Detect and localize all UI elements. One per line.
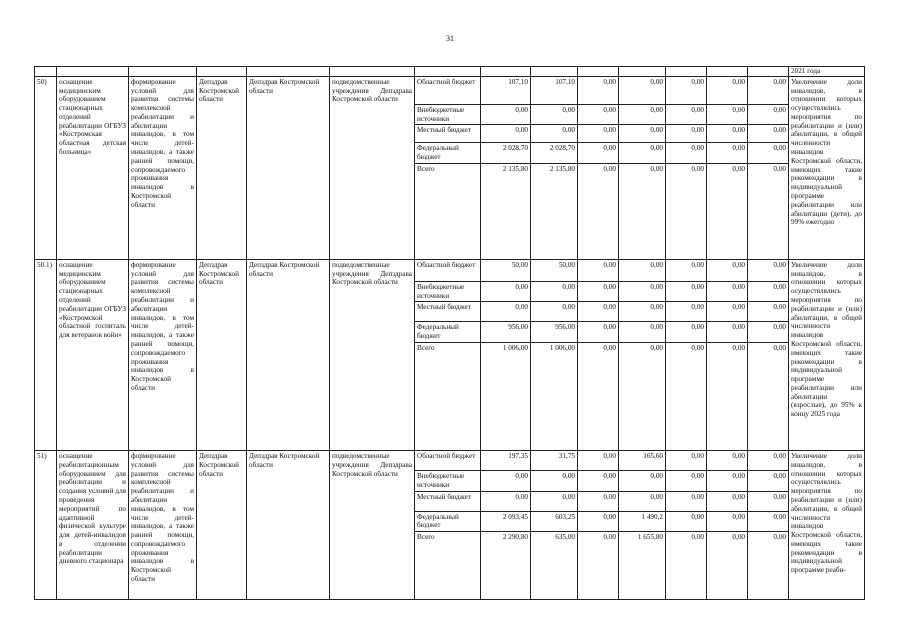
funding-value: 0,00 bbox=[481, 125, 531, 143]
funding-value: 0,00 bbox=[578, 163, 619, 259]
funding-source: Областной бюджет bbox=[415, 451, 481, 471]
funding-value: 0,00 bbox=[666, 281, 707, 302]
expected-result: Увеличение доли инвалидов, в отношении которых осуществлялись мероприятия по реабилитации и (или) абилитации, в общей численности инвалидов Костромской области, имеющих такие рекомендации в индивидуальной программе реаби- bbox=[789, 451, 865, 600]
activity-name: оснащение медицинским оборудованием стационарных отделений реабилитации ОГБУЗ «Костромская областная детская больница» bbox=[57, 76, 129, 259]
funding-source: Внебюджетные источники bbox=[415, 471, 481, 492]
funding-value: 0,00 bbox=[707, 451, 748, 471]
funding-value: 0,00 bbox=[666, 259, 707, 281]
funding-value: 0,00 bbox=[666, 511, 707, 532]
funding-value: 0,00 bbox=[748, 302, 789, 322]
funding-value: 0,00 bbox=[707, 343, 748, 451]
funding-row bbox=[35, 76, 865, 104]
funding-value: 956,00 bbox=[531, 322, 578, 343]
funding-source: Областной бюджет bbox=[415, 76, 481, 104]
entry-number: 51) bbox=[35, 451, 57, 600]
funding-value: 2 135,80 bbox=[481, 163, 531, 259]
funding-value: 0,00 bbox=[578, 302, 619, 322]
funding-value: 603,25 bbox=[531, 511, 578, 532]
funding-value: 1 006,00 bbox=[531, 343, 578, 451]
funding-value: 107,10 bbox=[481, 76, 531, 104]
funding-value: 0,00 bbox=[619, 343, 666, 451]
funding-value: 0,00 bbox=[748, 125, 789, 143]
funding-value: 0,00 bbox=[578, 281, 619, 302]
funding-value: 0,00 bbox=[578, 511, 619, 532]
funding-value: 0,00 bbox=[666, 125, 707, 143]
funding-value: 0,00 bbox=[666, 491, 707, 511]
expected-result: Увеличение доли инвалидов, в отношении которых осуществлялись мероприятия по реабилитации и (или) абилитации, в общей численности инвалидов Костромской области, имеющих такие рекомендации в индивидуальной программе реабилитации или абилитации (дети), до 99% ежегодно bbox=[789, 76, 865, 259]
funding-value: 956,00 bbox=[481, 322, 531, 343]
funding-value: 0,00 bbox=[748, 163, 789, 259]
funding-value: 0,00 bbox=[707, 532, 748, 600]
entry-number: 50) bbox=[35, 76, 57, 259]
funding-row bbox=[35, 259, 865, 281]
funding-value: 0,00 bbox=[666, 302, 707, 322]
funding-value: 197,35 bbox=[481, 451, 531, 471]
funding-value: 0,00 bbox=[619, 302, 666, 322]
funding-value: 0,00 bbox=[578, 259, 619, 281]
funding-value: 0,00 bbox=[619, 163, 666, 259]
funding-value: 2 290,80 bbox=[481, 532, 531, 600]
funding-value: 0,00 bbox=[619, 281, 666, 302]
funding-source: Областной бюджет bbox=[415, 259, 481, 281]
funding-value: 0,00 bbox=[481, 471, 531, 492]
funding-value: 0,00 bbox=[578, 471, 619, 492]
funding-value: 0,00 bbox=[619, 491, 666, 511]
funding-value: 2 028,70 bbox=[481, 143, 531, 164]
funding-value: 0,00 bbox=[481, 302, 531, 322]
funding-value: 0,00 bbox=[666, 104, 707, 125]
funding-value: 0,00 bbox=[481, 491, 531, 511]
funding-value: 107,10 bbox=[531, 76, 578, 104]
funding-value: 2 028,70 bbox=[531, 143, 578, 164]
funding-value: 0,00 bbox=[619, 125, 666, 143]
funding-row bbox=[35, 451, 865, 471]
funding-source: Федеральный бюджет bbox=[415, 322, 481, 343]
funding-value: 0,00 bbox=[748, 281, 789, 302]
funding-value: 0,00 bbox=[531, 281, 578, 302]
coexecutor: Депздрав Костромской области bbox=[247, 259, 330, 450]
coexecutor: Депздрав Костромской области bbox=[247, 76, 330, 259]
funding-value: 0,00 bbox=[578, 143, 619, 164]
funding-value: 0,00 bbox=[748, 259, 789, 281]
funding-value: 0,00 bbox=[531, 302, 578, 322]
funding-value: 2 135,80 bbox=[531, 163, 578, 259]
funding-value: 0,00 bbox=[578, 322, 619, 343]
funding-value: 0,00 bbox=[481, 104, 531, 125]
funding-value: 1 655,80 bbox=[619, 532, 666, 600]
funding-source: Всего bbox=[415, 532, 481, 600]
funding-value: 0,00 bbox=[707, 322, 748, 343]
funding-value: 0,00 bbox=[748, 532, 789, 600]
funding-value: 0,00 bbox=[748, 491, 789, 511]
coexecutor: Депздрав Костромской области bbox=[247, 451, 330, 600]
funding-value: 0,00 bbox=[666, 471, 707, 492]
responsible-executor: Депздрав Костромской области bbox=[197, 259, 247, 450]
funding-source: Местный бюджет bbox=[415, 125, 481, 143]
funding-value: 1 006,00 bbox=[481, 343, 531, 451]
goal-text: формирование условий для развития системы комплексной реабилитации и абилитации инвалидов, в том числе детей-инвалидов, а также ранней помощи, сопровождаемого проживания инвалидов в Костромской области bbox=[129, 451, 197, 600]
funding-value: 0,00 bbox=[748, 451, 789, 471]
funding-value: 2 093,45 bbox=[481, 511, 531, 532]
activity-name: оснащение медицинским оборудованием стационарных отделений реабилитации ОГБУЗ «Костромской областной госпиталь для ветеранов войн» bbox=[57, 259, 129, 450]
entry-number: 50.1) bbox=[35, 259, 57, 450]
funding-value: 0,00 bbox=[748, 471, 789, 492]
funding-value: 0,00 bbox=[707, 281, 748, 302]
funding-value: 0,00 bbox=[578, 451, 619, 471]
funding-value: 0,00 bbox=[531, 125, 578, 143]
funding-value: 0,00 bbox=[707, 125, 748, 143]
participants: подведомственные учреждения Депздрава Костромской области bbox=[330, 259, 415, 450]
funding-value: 0,00 bbox=[666, 343, 707, 451]
funding-value: 0,00 bbox=[707, 302, 748, 322]
funding-value: 0,00 bbox=[619, 143, 666, 164]
funding-value: 0,00 bbox=[531, 491, 578, 511]
funding-value: 165,60 bbox=[619, 451, 666, 471]
funding-value: 50,00 bbox=[531, 259, 578, 281]
funding-source: Федеральный бюджет bbox=[415, 143, 481, 164]
header-strip-row bbox=[35, 67, 865, 77]
funding-value: 1 490,2 bbox=[619, 511, 666, 532]
funding-value: 0,00 bbox=[707, 491, 748, 511]
funding-value: 0,00 bbox=[666, 451, 707, 471]
funding-source: Всего bbox=[415, 343, 481, 451]
participants: подведомственные учреждения Депздрава Костромской области bbox=[330, 76, 415, 259]
funding-value: 0,00 bbox=[666, 163, 707, 259]
funding-value: 0,00 bbox=[666, 143, 707, 164]
funding-value: 0,00 bbox=[707, 511, 748, 532]
funding-source: Местный бюджет bbox=[415, 302, 481, 322]
measures-table bbox=[34, 66, 865, 600]
funding-value: 0,00 bbox=[531, 104, 578, 125]
funding-source: Внебюджетные источники bbox=[415, 104, 481, 125]
activity-name: оснащение реабилитационным оборудованием для реабилитации и создания условий для проведения мероприятий по адаптивной физической культуре для детей-инвалидов в отделении реабилитации дневного стационара bbox=[57, 451, 129, 600]
funding-value: 0,00 bbox=[707, 259, 748, 281]
funding-value: 0,00 bbox=[619, 259, 666, 281]
funding-value: 0,00 bbox=[748, 143, 789, 164]
funding-value: 0,00 bbox=[707, 471, 748, 492]
funding-value: 0,00 bbox=[481, 281, 531, 302]
funding-value: 0,00 bbox=[707, 143, 748, 164]
funding-value: 0,00 bbox=[748, 322, 789, 343]
funding-value: 0,00 bbox=[578, 491, 619, 511]
funding-source: Внебюджетные источники bbox=[415, 281, 481, 302]
funding-value: 0,00 bbox=[619, 471, 666, 492]
funding-value: 0,00 bbox=[748, 511, 789, 532]
funding-value: 0,00 bbox=[578, 125, 619, 143]
responsible-executor: Депздрав Костромской области bbox=[197, 451, 247, 600]
funding-value: 0,00 bbox=[578, 104, 619, 125]
funding-value: 0,00 bbox=[666, 532, 707, 600]
funding-value: 0,00 bbox=[666, 76, 707, 104]
funding-value: 0,00 bbox=[578, 532, 619, 600]
funding-value: 0,00 bbox=[619, 76, 666, 104]
funding-value: 0,00 bbox=[531, 471, 578, 492]
page-number: 31 bbox=[446, 34, 454, 43]
expected-result: Увеличение доли инвалидов, в отношении которых осуществлялись мероприятия по реабилитации и (или) абилитации, в общей численности инвалидов Костромской области, имеющих такие рекомендации в индивидуальной программе реабилитации или абилитации (взрослые), до 95% к концу 2025 года bbox=[789, 259, 865, 450]
funding-value: 0,00 bbox=[666, 322, 707, 343]
funding-value: 0,00 bbox=[748, 104, 789, 125]
goal-text: формирование условий для развития системы комплексной реабилитации и абилитации инвалидов, в том числе детей-инвалидов, а также ранней помощи, сопровождаемого проживания инвалидов в Костромской области bbox=[129, 76, 197, 259]
funding-value: 50,00 bbox=[481, 259, 531, 281]
funding-value: 0,00 bbox=[707, 76, 748, 104]
funding-value: 0,00 bbox=[578, 343, 619, 451]
funding-value: 31,75 bbox=[531, 451, 578, 471]
funding-value: 0,00 bbox=[619, 104, 666, 125]
goal-text: формирование условий для развития системы комплексной реабилитации и абилитации инвалидов, в том числе детей-инвалидов, а также ранней помощи, сопровождаемого проживания инвалидов в Костромской области bbox=[129, 259, 197, 450]
funding-value: 0,00 bbox=[578, 76, 619, 104]
funding-value: 0,00 bbox=[707, 104, 748, 125]
responsible-executor: Депздрав Костромской области bbox=[197, 76, 247, 259]
funding-source: Федеральный бюджет bbox=[415, 511, 481, 532]
funding-value: 0,00 bbox=[707, 163, 748, 259]
participants: подведомственные учреждения Депздрава Костромской области bbox=[330, 451, 415, 600]
top-strip-text: 2021 года bbox=[789, 67, 865, 77]
funding-value: 635,00 bbox=[531, 532, 578, 600]
funding-source: Всего bbox=[415, 163, 481, 259]
funding-source: Местный бюджет bbox=[415, 491, 481, 511]
funding-value: 0,00 bbox=[748, 343, 789, 451]
funding-value: 0,00 bbox=[748, 76, 789, 104]
funding-value: 0,00 bbox=[619, 322, 666, 343]
